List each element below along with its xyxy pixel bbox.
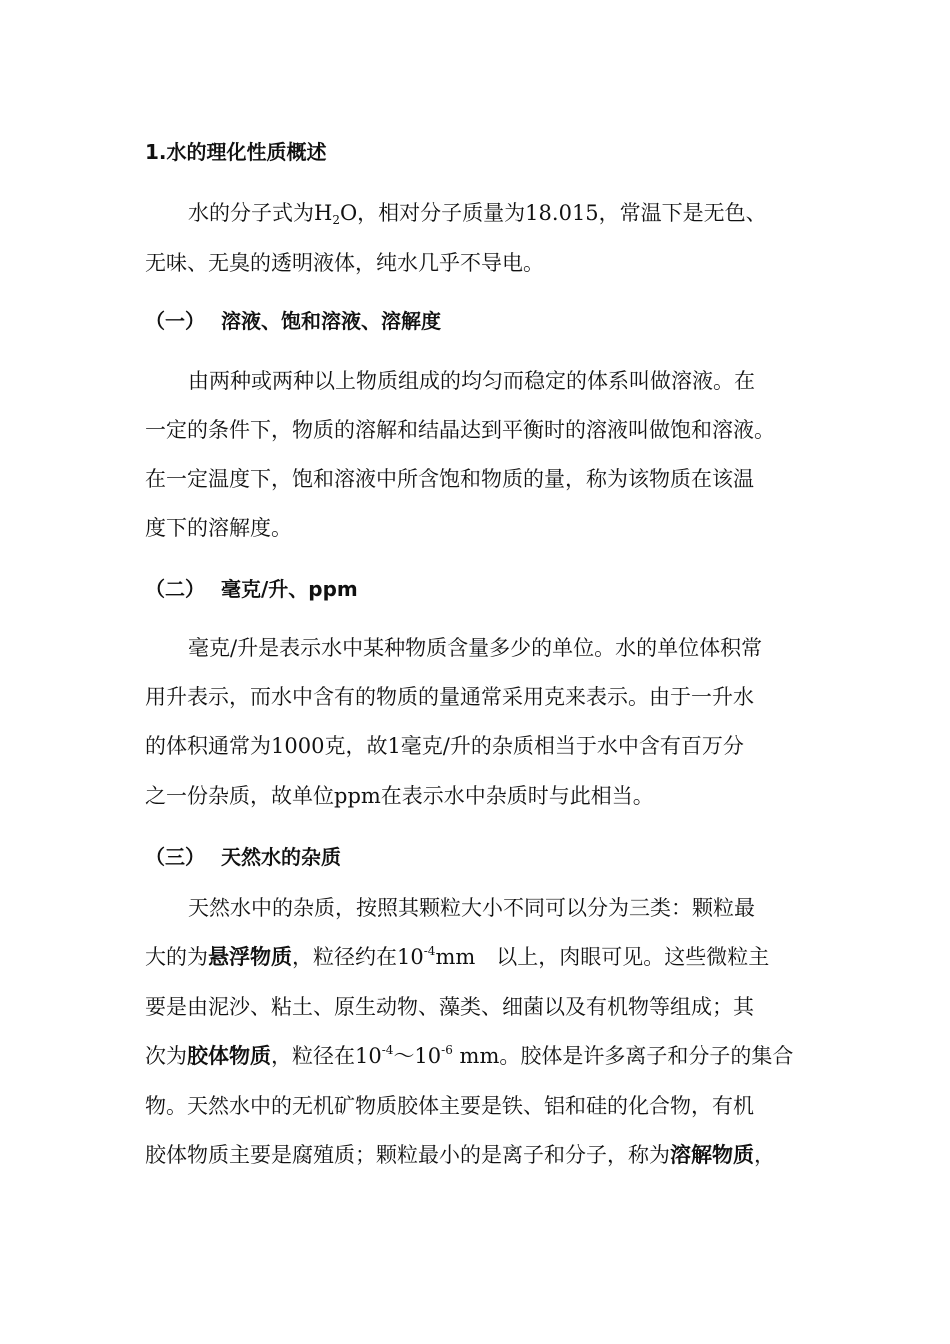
paragraph-line: 无味、无臭的透明液体，纯水几乎不导电。 xyxy=(145,251,544,275)
text-run: 胶体物质主要是腐殖质；颗粒最小的是离子和分子，称为 xyxy=(145,1143,670,1167)
text-run: 大的为 xyxy=(145,945,208,969)
paragraph-line xyxy=(145,1041,793,1071)
superscript: -4 xyxy=(381,1043,394,1057)
bold-term: 溶解物质 xyxy=(670,1143,754,1167)
bold-term: 胶体物质 xyxy=(187,1044,271,1068)
subsection-index: （一） xyxy=(145,309,205,333)
subsection-heading xyxy=(145,306,441,336)
text-run: mm 以上，肉眼可见。这些微粒主 xyxy=(435,945,770,969)
superscript: -6 xyxy=(441,1043,453,1057)
subsection-heading xyxy=(145,842,341,872)
paragraph-line: 毫克/升是表示水中某种物质含量多少的单位。水的单位体积常 xyxy=(188,636,763,660)
text-run: mm。胶体是许多离子和分子的集合 xyxy=(452,1044,794,1068)
paragraph-line: 要是由泥沙、粘土、原生动物、藻类、细菌以及有机物等组成；其 xyxy=(145,995,754,1019)
text-run: 次为 xyxy=(145,1044,187,1068)
paragraph-line xyxy=(145,942,769,972)
text-run: ～10 xyxy=(393,1044,442,1068)
text-run: ，粒径在10 xyxy=(271,1044,382,1068)
paragraph-line xyxy=(145,1140,775,1170)
subsection-index: （三） xyxy=(145,845,205,869)
paragraph-line: 度下的溶解度。 xyxy=(145,516,292,540)
paragraph-line: 天然水中的杂质，按照其颗粒大小不同可以分为三类：颗粒最 xyxy=(188,896,755,920)
section-title: 1.水的理化性质概述 xyxy=(145,140,327,164)
bold-term: 悬浮物质 xyxy=(208,945,292,969)
subsection-heading xyxy=(145,574,358,604)
paragraph-line xyxy=(188,198,767,228)
text-run: O，相对分子质量为18.015，常温下是无色、 xyxy=(339,201,767,225)
text-run: ，粒径约在10 xyxy=(292,945,424,969)
paragraph-line: 物。天然水中的无机矿物质胶体主要是铁、铝和硅的化合物，有机 xyxy=(145,1094,754,1118)
paragraph-line: 的体积通常为1000克，故1毫克/升的杂质相当于水中含有百万分 xyxy=(145,734,744,758)
subsection-title: 毫克/升、ppm xyxy=(221,577,358,601)
paragraph-line: 之一份杂质，故单位ppm在表示水中杂质时与此相当。 xyxy=(145,784,654,808)
subsection-index: （二） xyxy=(145,577,205,601)
subsection-title: 天然水的杂质 xyxy=(221,845,341,869)
paragraph-line: 在一定温度下，饱和溶液中所含饱和物质的量，称为该物质在该温 xyxy=(145,467,754,491)
subsection-title: 溶液、饱和溶液、溶解度 xyxy=(221,309,441,333)
paragraph-line: 用升表示，而水中含有的物质的量通常采用克来表示。由于一升水 xyxy=(145,685,754,709)
paragraph-line: 一定的条件下，物质的溶解和结晶达到平衡时的溶液叫做饱和溶液。 xyxy=(145,418,775,442)
text-run: 水的分子式为H xyxy=(188,201,333,225)
subscript: 2 xyxy=(332,213,340,227)
paragraph-line: 由两种或两种以上物质组成的均匀而稳定的体系叫做溶液。在 xyxy=(188,369,755,393)
text-run: ， xyxy=(754,1143,775,1167)
superscript: -4 xyxy=(423,944,436,958)
